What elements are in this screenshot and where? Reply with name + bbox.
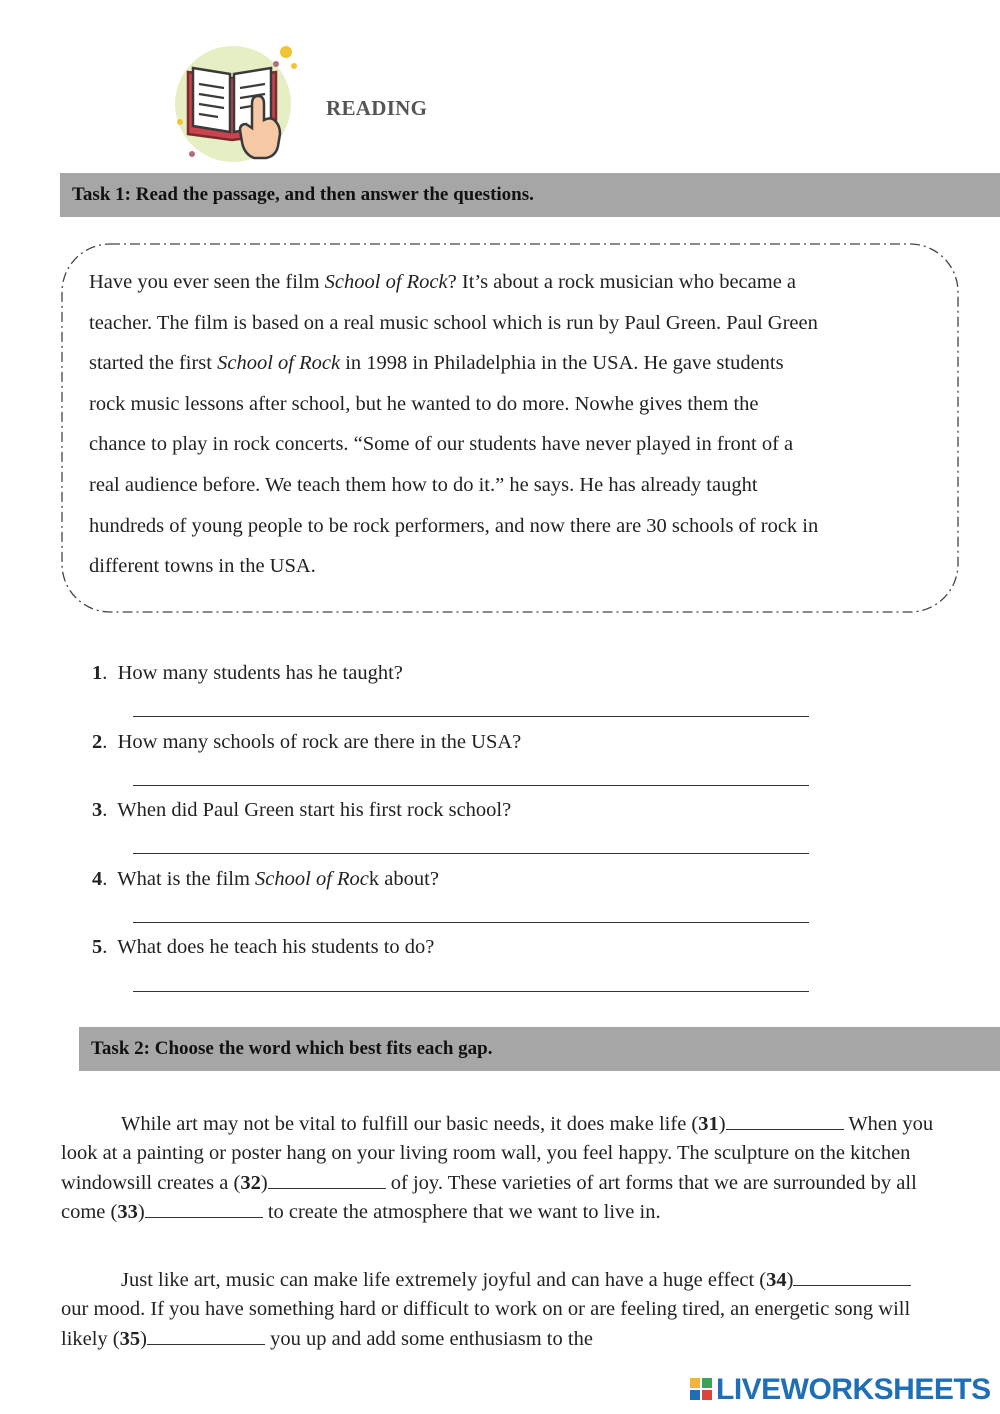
passage-line: chance to play in rock concerts. “Some of our students have never played in front of a — [89, 433, 794, 456]
passage-line: Have you ever seen the film School of Rock? It’s about a rock musician who became a — [89, 271, 797, 293]
cloze-paragraph-2: Just like art, music can make life extremely joyful and can have a huge effect (34) our mood. If you have something hard or difficult to work on or are feeling tired, an energetic song will likely (35) you up and add some enthusiasm to the — [61, 1269, 911, 1350]
gap-35[interactable] — [147, 1328, 265, 1345]
liveworksheets-logo — [690, 1373, 991, 1407]
question-5: 5. What does he teach his students to do? — [92, 936, 435, 958]
page-title: READING — [326, 96, 428, 120]
task1-heading: Task 1: Read the passage, and then answer the questions. — [60, 173, 1000, 217]
gap-34[interactable] — [793, 1269, 911, 1286]
answer-line-1[interactable] — [133, 716, 809, 717]
passage-line: hundreds of young people to be rock performers, and now there are 30 schools of rock in — [89, 514, 819, 537]
task2-heading: Task 2: Choose the word which best fits each gap. — [79, 1027, 1000, 1071]
question-2: 2. How many schools of rock are there in the USA? — [92, 731, 522, 753]
answer-line-4[interactable] — [133, 922, 809, 923]
passage-line: different towns in the USA. — [89, 555, 316, 578]
brand-name: LIVEWORKSHEETS — [716, 1373, 991, 1406]
passage-line: real audience before. We teach them how to do it.” he says. He has already taught — [89, 473, 758, 496]
liveworksheets-mark-icon — [690, 1376, 712, 1404]
question-1: 1. How many students has he taught? — [92, 662, 403, 684]
question-4: 4. What is the film School of Rock about? — [92, 868, 439, 890]
answer-line-3[interactable] — [133, 853, 809, 854]
gap-32[interactable] — [268, 1172, 386, 1189]
answer-line-5[interactable] — [133, 991, 809, 992]
cloze-paragraph-1: While art may not be vital to fulfill our basic needs, it does make life (31) When you look at a painting or poster hang on your living room wall, you feel happy. The sculpture on the kitchen windowsill creates a (32) of joy. These varieties of art forms that we are surrounded by all come (33) to create the atmosphere that we want to live in. — [61, 1113, 934, 1224]
reading-passage — [89, 262, 934, 587]
reading-book-icon — [168, 42, 308, 162]
gap-31[interactable] — [726, 1113, 844, 1130]
question-3: 3. When did Paul Green start his first rock school? — [92, 799, 512, 821]
answer-line-2[interactable] — [133, 785, 809, 786]
passage-line: started the first School of Rock in 1998 in Philadelphia in the USA. He gave students — [89, 352, 784, 375]
gap-33[interactable] — [145, 1201, 263, 1218]
passage-line: teacher. The film is based on a real music school which is run by Paul Green. Paul Green — [89, 311, 818, 334]
passage-line: rock music lessons after school, but he wanted to do more. Nowhe gives them the — [89, 392, 759, 415]
